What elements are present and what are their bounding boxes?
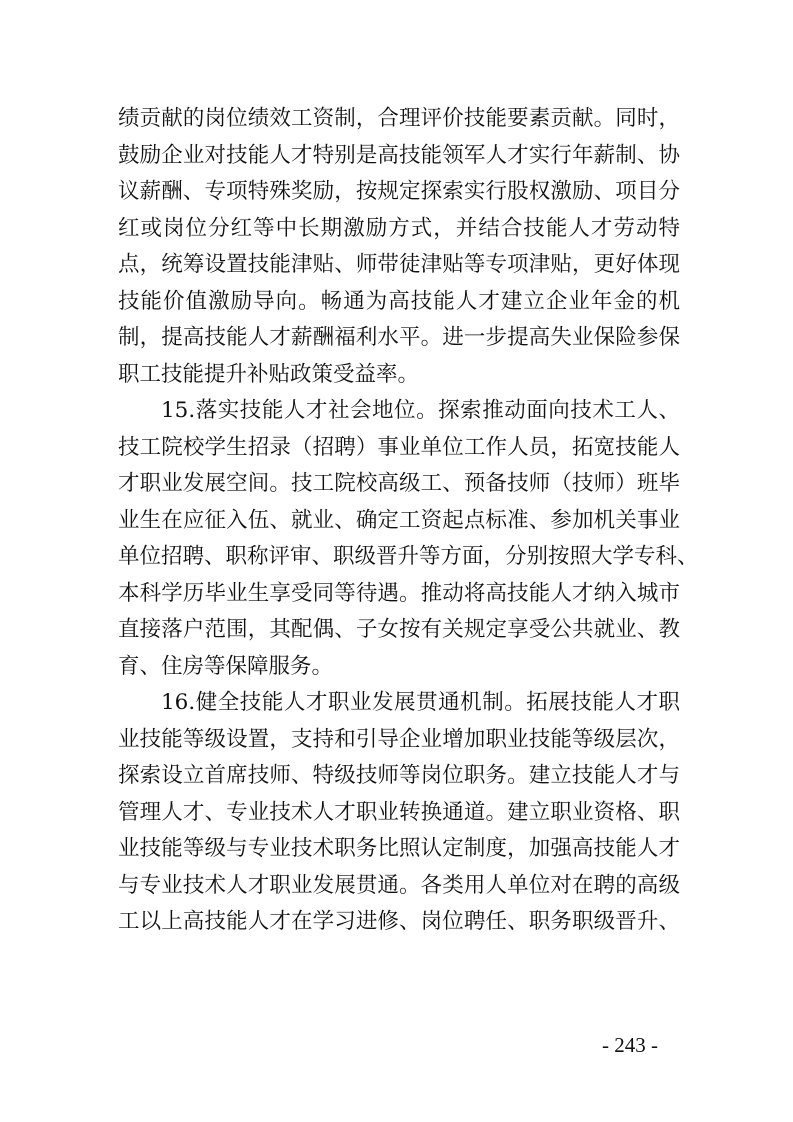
text-line: 鼓励企业对技能人才特别是高技能领军人才实行年薪制、协 (118, 142, 680, 168)
text-line: 管理人才、专业技术人才职业转换通道。建立职业资格、职 (118, 799, 680, 825)
paragraph-2 (118, 393, 699, 685)
text-line: 业生在应征入伍、就业、确定工资起点标准、参加机关事业 (118, 507, 680, 533)
text-line: 单位招聘、职称评审、职级晋升等方面，分别按照大学专科、 (118, 544, 699, 569)
text-line: 技工院校学生招录（招聘）事业单位工作人员，拓宽技能人 (118, 434, 680, 460)
text-line: 本科学历毕业生享受同等待遇。推动将高技能人才纳入城市 (118, 580, 680, 606)
text-line: 技能价值激励导向。畅通为高技能人才建立企业年金的机 (118, 288, 680, 314)
text-line: 绩贡献的岗位绩效工资制，合理评价技能要素贡献。同时， (118, 106, 680, 131)
document-body (118, 101, 699, 941)
text-line: 探索设立首席技师、特级技师等岗位职务。建立技能人才与 (118, 763, 680, 788)
text-line: 直接落户范围，其配偶、子女按有关规定享受公共就业、教 (118, 617, 680, 642)
text-line: 15.落实技能人才社会地位。探索推动面向技术工人、 (161, 398, 680, 423)
text-line: 16.健全技能人才职业发展贯通机制。拓展技能人才职 (161, 690, 680, 715)
text-line: 职工技能提升补贴政策受益率。 (118, 361, 420, 387)
text-line: 业技能等级与专业技术职务比照认定制度，加强高技能人才 (118, 836, 680, 861)
page-number: - 243 - (602, 1033, 658, 1057)
text-line: 工以上高技能人才在学习进修、岗位聘任、职务职级晋升、 (118, 909, 680, 934)
text-line: 与专业技术人才职业发展贯通。各类用人单位对在聘的高级 (118, 872, 680, 898)
text-line: 点，统筹设置技能津贴、师带徒津贴等专项津贴，更好体现 (118, 252, 680, 277)
text-line: 红或岗位分红等中长期激励方式，并结合技能人才劳动特 (118, 215, 680, 241)
text-line: 才职业发展空间。技工院校高级工、预备技师（技师）班毕 (118, 471, 680, 496)
text-line: 育、住房等保障服务。 (118, 653, 334, 679)
paragraph-1 (118, 101, 680, 393)
text-line: 制，提高技能人才薪酬福利水平。进一步提高失业保险参保 (118, 325, 680, 350)
text-line: 业技能等级设置，支持和引导企业增加职业技能等级层次， (118, 726, 680, 752)
text-line: 议薪酬、专项特殊奖励，按规定探索实行股权激励、项目分 (118, 179, 680, 204)
paragraph-3 (118, 685, 680, 941)
